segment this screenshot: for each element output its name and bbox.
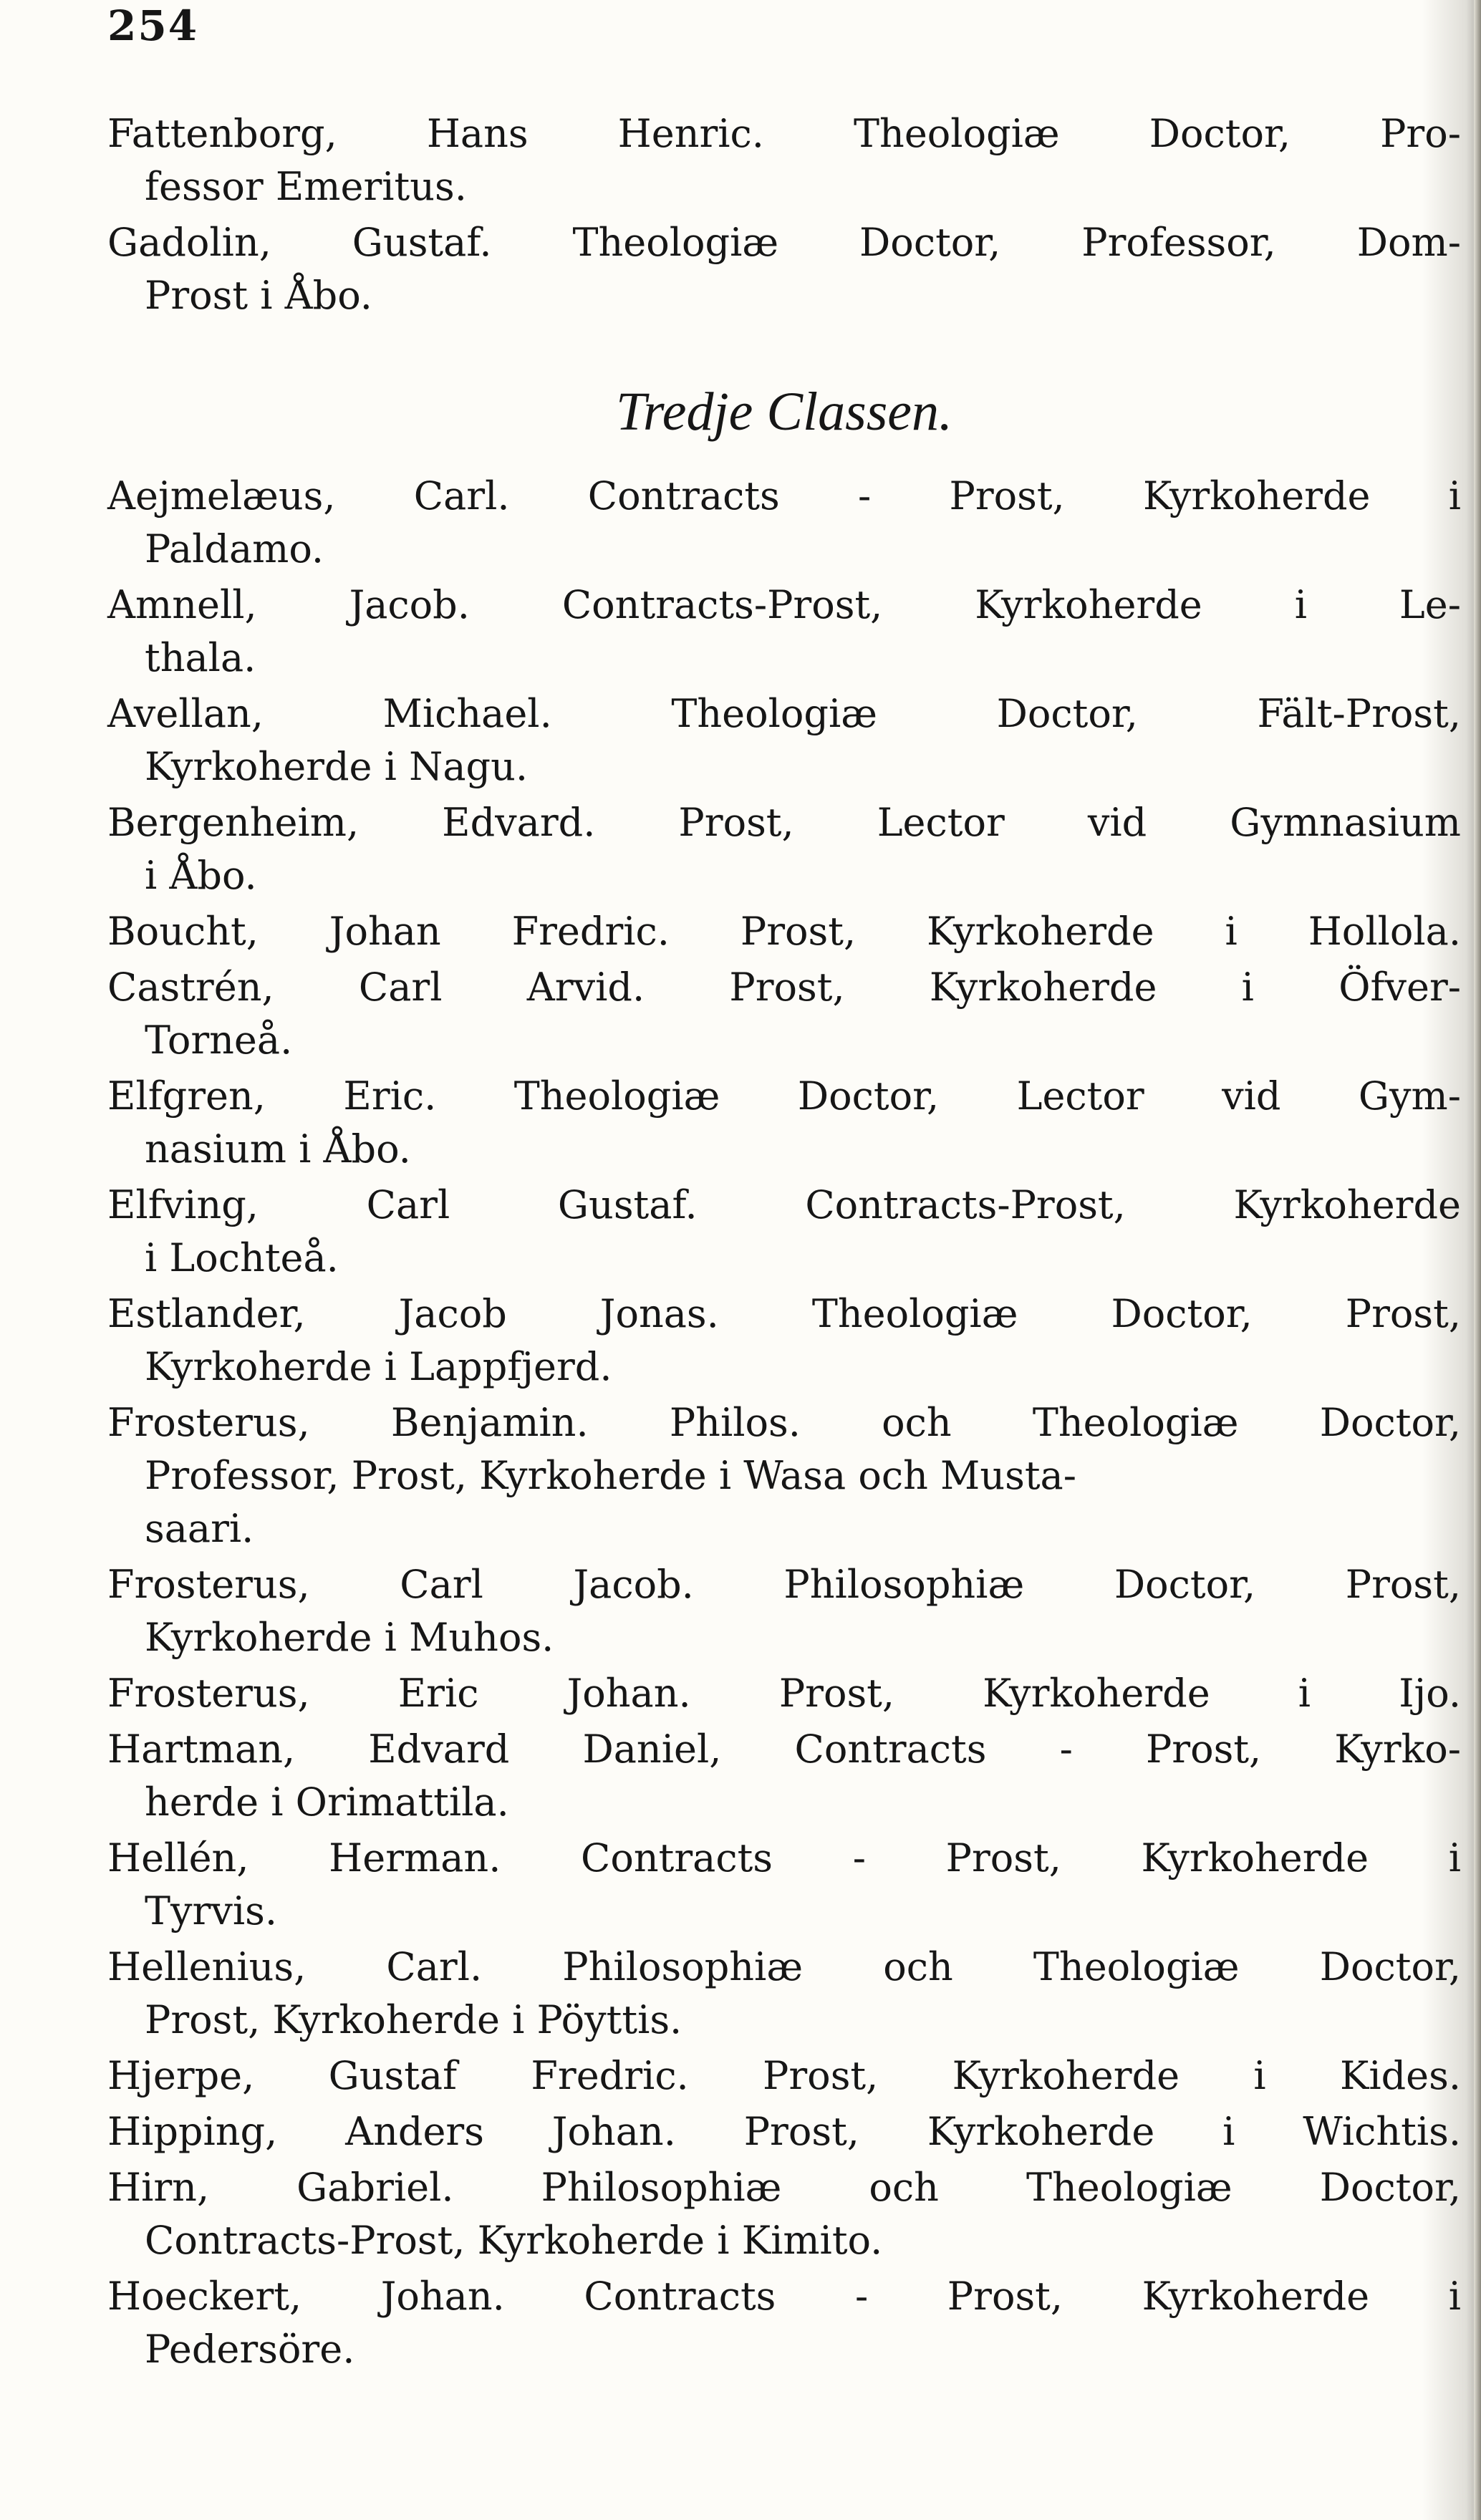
list-item — [107, 2161, 1468, 2267]
entry-line-1: Aejmelæus, Carl. Contracts - Prost, Kyrkoherde i — [107, 473, 1461, 518]
entry-line-2: Paldamo. — [145, 526, 324, 571]
entry-line-1: Bergenheim, Edvard. Prost, Lector vid Gymnasium — [107, 800, 1461, 845]
entry-line-2: herde i Orimattila. — [145, 1780, 509, 1825]
list-item — [107, 1723, 1468, 1829]
entry-line-1: Avellan, Michael. Theologiæ Doctor, Fält-Prost, — [107, 691, 1461, 736]
page-number: 254 — [107, 1, 199, 50]
list-item — [107, 905, 1468, 958]
entry-line-2: Contracts-Prost, Kyrkoherde i Kimito. — [145, 2218, 883, 2263]
list-item — [107, 470, 1468, 576]
list-item — [107, 216, 1468, 322]
entry-line-1: Hoeckert, Johan. Contracts - Prost, Kyrkoherde i — [107, 2274, 1461, 2319]
list-item — [107, 1558, 1468, 1664]
entry-line-1: Gadolin, Gustaf. Theologiæ Doctor, Professor, Dom- — [107, 220, 1461, 265]
list-item — [107, 1396, 1468, 1555]
entry-line-1: Hellenius, Carl. Philosophiæ och Theologiæ Doctor, — [107, 1944, 1461, 1989]
list-item — [107, 579, 1468, 685]
entry-line-1: Hellén, Herman. Contracts - Prost, Kyrkoherde i — [107, 1835, 1461, 1881]
entry-line-1: Hartman, Edvard Daniel, Contracts - Prost, Kyrko- — [107, 1727, 1461, 1772]
entry-line-2: i Lochteå. — [145, 1235, 339, 1280]
list-item — [107, 2105, 1468, 2158]
entry-line-1: Elfgren, Eric. Theologiæ Doctor, Lector vid Gym- — [107, 1073, 1461, 1119]
entry-line-1: Amnell, Jacob. Contracts-Prost, Kyrkoherde i Le- — [107, 582, 1461, 627]
entry-line-1: Castrén, Carl Arvid. Prost, Kyrkoherde i Öfver- — [107, 965, 1461, 1010]
entry-line-2: Prost i Åbo. — [145, 273, 372, 318]
entry-line-2: Prost, Kyrkoherde i Pöyttis. — [145, 1997, 682, 2042]
entry-line-2: Kyrkoherde i Nagu. — [145, 744, 529, 789]
entry-line-1: Hirn, Gabriel. Philosophiæ och Theologiæ Doctor, — [107, 2165, 1461, 2210]
entries-group-third-class — [107, 470, 1468, 2376]
list-item — [107, 687, 1468, 793]
entry-line-1: Estlander, Jacob Jonas. Theologiæ Doctor, Prost, — [107, 1291, 1461, 1336]
entry-line-3: saari. — [145, 1506, 254, 1551]
list-item — [107, 961, 1468, 1067]
entry-line-2: Professor, Prost, Kyrkoherde i Wasa och Musta- — [145, 1453, 1076, 1498]
list-item — [107, 1179, 1468, 1285]
entry-line-2: Pedersöre. — [145, 2327, 355, 2372]
entry-line-2: i Åbo. — [145, 853, 257, 898]
list-item — [107, 2270, 1468, 2376]
entry-line-2: nasium i Åbo. — [145, 1126, 411, 1172]
entry-line-2: thala. — [145, 635, 256, 680]
list-item — [107, 1667, 1468, 1720]
page-edge — [1474, 0, 1481, 2520]
list-item — [107, 1832, 1468, 1938]
entries-group-second-class — [107, 107, 1468, 322]
entry-line-1: Hipping, Anders Johan. Prost, Kyrkoherde i Wichtis. — [107, 2109, 1461, 2154]
entry-line-1: Boucht, Johan Fredric. Prost, Kyrkoherde i Hollola. — [107, 909, 1461, 954]
entry-line-1: Frosterus, Benjamin. Philos. och Theologiæ Doctor, — [107, 1400, 1461, 1445]
list-item — [107, 107, 1468, 213]
entry-line-2: Kyrkoherde i Muhos. — [145, 1615, 554, 1660]
entry-line-1: Hjerpe, Gustaf Fredric. Prost, Kyrkoherde i Kides. — [107, 2053, 1461, 2098]
entry-line-2: Kyrkoherde i Lappfjerd. — [145, 1344, 612, 1389]
list-item — [107, 796, 1468, 902]
section-heading: Tredje Classen. — [615, 382, 953, 442]
entries-list — [107, 107, 1468, 2379]
entry-line-1: Frosterus, Eric Johan. Prost, Kyrkoherde i Ijo. — [107, 1671, 1461, 1716]
entry-line-2: Tyrvis. — [145, 1888, 277, 1934]
list-item — [107, 1941, 1468, 2047]
entry-line-1: Elfving, Carl Gustaf. Contracts-Prost, Kyrkoherde — [107, 1182, 1461, 1227]
list-item — [107, 2050, 1468, 2103]
entry-line-2: Torneå. — [145, 1018, 293, 1063]
entry-line-1: Fattenborg, Hans Henric. Theologiæ Doctor, Pro- — [107, 111, 1461, 156]
entry-line-1: Frosterus, Carl Jacob. Philosophiæ Doctor, Prost, — [107, 1562, 1461, 1607]
list-item — [107, 1288, 1468, 1394]
list-item — [107, 1070, 1468, 1176]
entry-line-2: fessor Emeritus. — [145, 164, 467, 209]
